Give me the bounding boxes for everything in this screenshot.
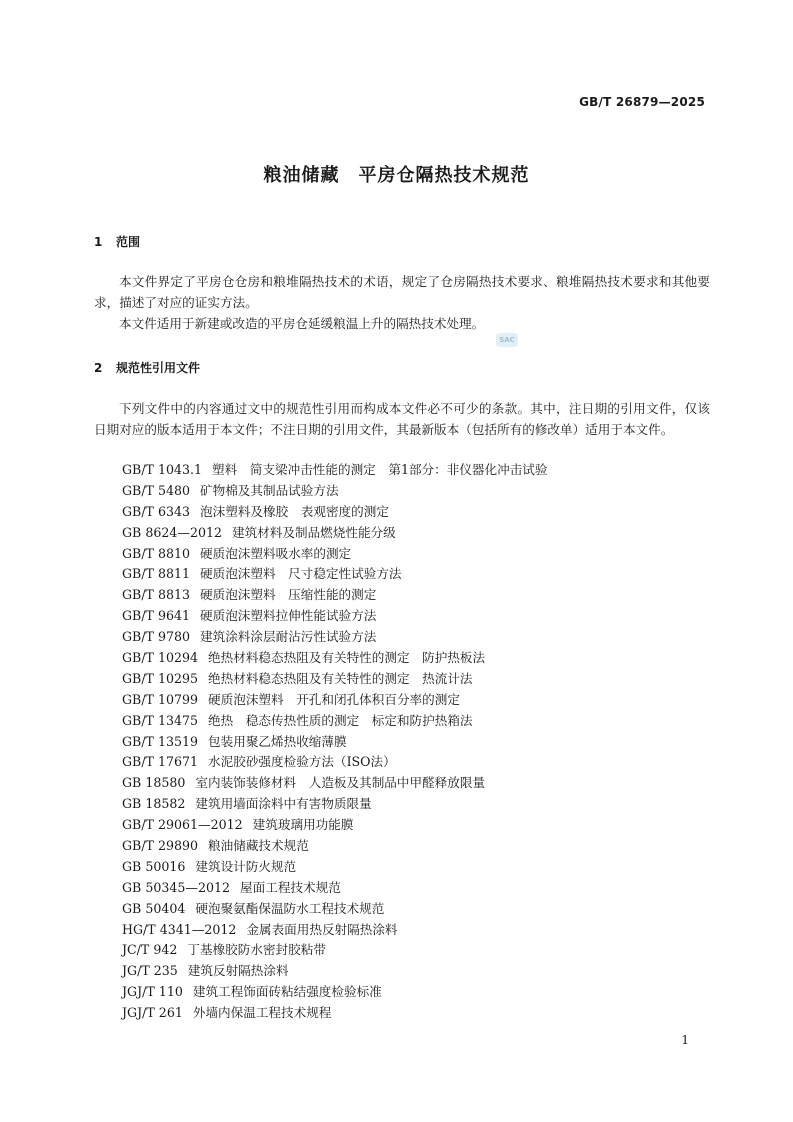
- reference-title: 金属表面用热反射隔热涂料: [246, 921, 398, 937]
- section-title: 规范性引用文件: [116, 361, 201, 375]
- reference-code: GB/T 29061—2012: [122, 817, 243, 833]
- reference-code: GB/T 29890: [122, 838, 199, 854]
- scope-paragraph-2: 本文件适用于新建或改造的平房仓延缓粮温上升的隔热技术处理。: [119, 316, 485, 331]
- reference-code: GB/T 10799: [122, 691, 199, 707]
- reference-title: 建筑玻璃用功能膜: [252, 817, 354, 833]
- reference-title: 粮油储藏技术规范: [208, 838, 309, 854]
- reference-item: [122, 794, 547, 815]
- reference-item: [122, 648, 547, 669]
- reference-code: JGJ/T 110: [122, 984, 183, 1000]
- reference-item: [122, 857, 547, 878]
- reference-code: GB/T 17671: [122, 754, 199, 770]
- normative-references-paragraph: 下列文件中的内容通过文中的规范性引用而构成本文件必不可少的条款。其中，注日期的引用文件，仅该日期对应的版本适用于本文件；不注日期的引用文件，其最新版本（包括所有的修改单）适用于本文件。: [94, 401, 710, 437]
- reference-title: 硬质泡沫塑料 开孔和闭孔体积百分率的测定: [208, 691, 460, 707]
- reference-title: 室内装饰装修材料 人造板及其制品中甲醛释放限量: [195, 775, 486, 791]
- section-1-heading: [94, 233, 140, 250]
- reference-item: [122, 982, 547, 1003]
- reference-title: 丁基橡胶防水密封胶粘带: [187, 942, 326, 958]
- reference-item: [122, 732, 547, 753]
- reference-title: 绝热 稳态传热性质的测定 标定和防护热箱法: [208, 712, 473, 728]
- reference-code: GB 50016: [122, 858, 186, 874]
- reference-title: 硬泡聚氨酯保温防水工程技术规范: [195, 900, 385, 916]
- section-number: 2: [94, 361, 103, 375]
- reference-code: GB/T 10295: [122, 670, 199, 686]
- reference-title: 屋面工程技术规范: [240, 879, 341, 895]
- reference-item: [122, 460, 547, 481]
- reference-item: [122, 481, 547, 502]
- reference-item: [122, 690, 547, 711]
- reference-item: [122, 961, 547, 982]
- reference-code: GB 8624—2012: [122, 524, 223, 540]
- reference-title: 泡沫塑料及橡胶 表观密度的测定: [200, 503, 389, 519]
- reference-code: GB/T 13475: [122, 712, 199, 728]
- reference-title: 绝热材料稳态热阻及有关特性的测定 热流计法: [208, 670, 473, 686]
- reference-title: 建筑设计防火规范: [195, 858, 297, 874]
- document-title: 粮油储藏 平房仓隔热技术规范: [263, 165, 530, 186]
- reference-code: GB/T 9641: [122, 608, 191, 624]
- reference-code: GB/T 6343: [122, 503, 191, 519]
- reference-code: GB/T 8811: [122, 566, 191, 582]
- reference-code: GB/T 13519: [122, 733, 199, 749]
- reference-title: 建筑涂料涂层耐沾污性试验方法: [200, 629, 377, 645]
- reference-title: 硬质泡沫塑料拉伸性能试验方法: [200, 608, 377, 624]
- reference-item: [122, 752, 547, 773]
- reference-title: 外墙内保温工程技术规程: [192, 1005, 332, 1021]
- reference-code: HG/T 4341—2012: [122, 921, 237, 937]
- reference-code: GB 18582: [122, 796, 186, 812]
- reference-item: [122, 940, 547, 961]
- reference-code: GB/T 8810: [122, 545, 191, 561]
- reference-code: JC/T 942: [122, 942, 178, 958]
- reference-item: [122, 711, 547, 732]
- reference-item: [122, 920, 547, 941]
- reference-code: GB/T 10294: [122, 650, 199, 666]
- reference-item: [122, 773, 547, 794]
- reference-item: [122, 669, 547, 690]
- reference-item: [122, 564, 547, 585]
- scope-paragraph-1: 本文件界定了平房仓仓房和粮堆隔热技术的术语，规定了仓房隔热技术要求、粮堆隔热技术要求和其他要求，描述了对应的证实方法。: [94, 274, 710, 310]
- reference-item: [122, 606, 547, 627]
- reference-title: 塑料 简支梁冲击性能的测定 第1部分：非仪器化冲击试验: [212, 462, 548, 477]
- reference-code: GB 18580: [122, 775, 186, 791]
- reference-item: [122, 1003, 547, 1024]
- reference-item: [122, 544, 547, 565]
- section-2-heading: [94, 359, 200, 376]
- section-title: 范围: [116, 235, 141, 249]
- reference-code: GB/T 9780: [122, 629, 191, 645]
- reference-title: 硬质泡沫塑料吸水率的测定: [200, 545, 352, 561]
- reference-title: 绝热材料稳态热阻及有关特性的测定 防护热板法: [208, 650, 486, 666]
- reference-title: 矿物棉及其制品试验方法: [200, 482, 339, 498]
- reference-title: 水泥胶砂强度检验方法（ISO法）: [208, 754, 396, 770]
- standard-number: GB/T 26879—2025: [579, 95, 705, 109]
- page-number: 1: [681, 1033, 689, 1047]
- reference-item: [122, 502, 547, 523]
- reference-list: [122, 460, 547, 1024]
- reference-title: 建筑材料及制品燃烧性能分级: [232, 524, 396, 540]
- section-number: 1: [94, 235, 103, 249]
- reference-code: GB 50404: [122, 900, 186, 916]
- reference-code: GB 50345—2012: [122, 879, 231, 895]
- reference-title: 硬质泡沫塑料 压缩性能的测定: [200, 587, 377, 603]
- reference-title: 建筑工程饰面砖粘结强度检验标准: [192, 984, 382, 1000]
- reference-code: GB/T 1043.1: [122, 462, 203, 477]
- reference-title: 建筑用墙面涂料中有害物质限量: [195, 796, 372, 812]
- reference-item: [122, 627, 547, 648]
- sac-watermark: SAC: [496, 333, 518, 347]
- reference-code: GB/T 5480: [122, 482, 191, 498]
- reference-title: 硬质泡沫塑料 尺寸稳定性试验方法: [200, 566, 402, 582]
- reference-item: [122, 815, 547, 836]
- reference-code: GB/T 8813: [122, 587, 191, 603]
- reference-item: [122, 878, 547, 899]
- reference-code: JG/T 235: [122, 963, 178, 979]
- reference-title: 包装用聚乙烯热收缩薄膜: [208, 733, 347, 749]
- reference-code: JGJ/T 261: [122, 1005, 183, 1021]
- reference-item: [122, 899, 547, 920]
- reference-item: [122, 585, 547, 606]
- reference-title: 建筑反射隔热涂料: [187, 963, 289, 979]
- reference-item: [122, 523, 547, 544]
- reference-item: [122, 836, 547, 857]
